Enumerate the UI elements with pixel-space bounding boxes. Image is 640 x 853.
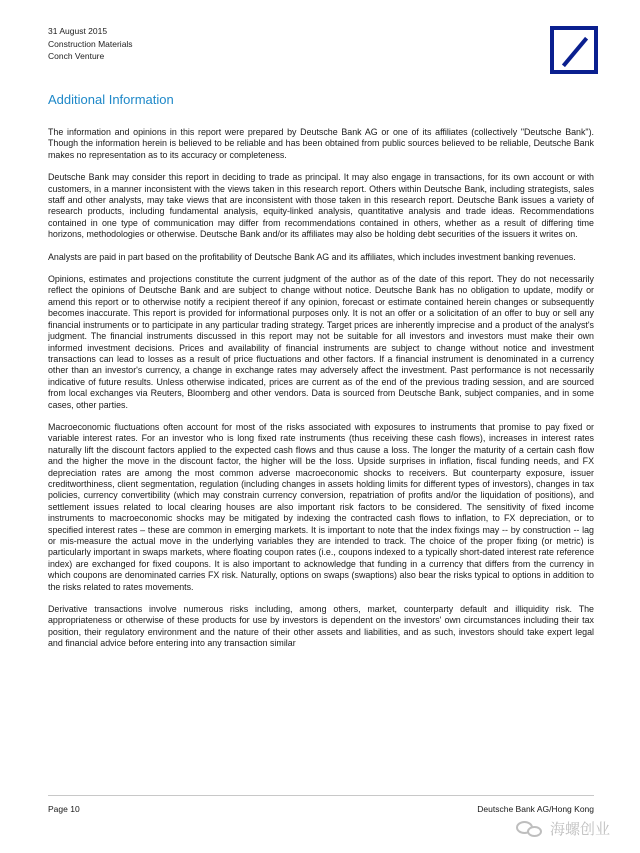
logo-slash-icon	[562, 37, 588, 67]
watermark	[516, 818, 610, 839]
paragraph: Deutsche Bank may consider this report in deciding to trade as principal. It may also engage in transactions, for its own account or with customers, in a manner inconsistent with the views taken in this research report. Others within Deutsche Bank, including strategists, sales staff and other analysts, may take views that are inconsistent with those taken in this research report. Deutsche Bank issues a variety of research products, including fundamental analysis, equity-linked analysis, quantitative analysis and trade ideas. Recommendations contained in one type of communication may differ from recommendations contained in others, whether as a result of differing time horizons, methodologies or otherwise. Deutsche Bank and/or its affiliates may also be holding debt securities of the issuers it writes on.	[48, 172, 594, 240]
watermark-text: 海螺创业	[549, 821, 610, 838]
deutsche-bank-logo	[550, 26, 598, 74]
paragraph: Opinions, estimates and projections constitute the current judgment of the author as of the date of this report. They do not necessarily reflect the opinions of Deutsche Bank and are subject to change without notice. Deutsche Bank has no obligation to update, modify or amend this report or to otherwise notify a recipient thereof if any opinion, forecast or estimate contained herein changes or subsequently becomes inaccurate. This report is provided for informational purposes only. It is not an offer or a solicitation of an offer to buy or sell any financial instruments or to participate in any particular trading strategy. Target prices are inherently imprecise and a product of the analyst's judgment. The financial instruments discussed in this report may not be suitable for all investors and investors must make their own informed investment decisions. Prices and availability of financial instruments are subject to change without notice and investment transactions can lead to losses as a result of price fluctuations and other factors. If a financial instrument is denominated in a currency other than an investor's currency, a change in exchange rates may adversely affect the investment. Past performance is not necessarily indicative of future results. Unless otherwise indicated, prices are current as of the end of the previous trading session, and are sourced from local exchanges via Reuters, Bloomberg and other vendors. Data is sourced from Deutsche Bank, subject companies, and in some cases, other parties.	[48, 274, 594, 410]
paragraph: Macroeconomic fluctuations often account for most of the risks associated with exposures to instruments that promise to pay fixed or variable interest rates. For an investor who is long fixed rate instruments (thus receiving these cash flows), increases in interest rates naturally lift the discount factors applied to the expected cash flows and thus cause a loss. The longer the maturity of a certain cash flow and the higher the move in the discount factor, the higher will be the loss. Upside surprises in inflation, fiscal funding needs, and FX depreciation rates are among the most common adverse macroeconomic shocks to receivers. But counterparty exposure, issuer creditworthiness, client segmentation, regulation (including changes in assets holding limits for different types of investors), changes in tax policies, currency convertibility (which may constrain currency conversion, repatriation of profits and/or the liquidation of positions), and settlement issues related to local clearing houses are also important risk factors to be considered. The sensitivity of fixed income instruments to macroeconomic shocks may be mitigated by indexing the contracted cash flows to inflation, to FX depreciation, or to specified interest rates – these are common in emerging markets. It is important to note that the index fixings may -- by construction -- lag or mis-measure the actual move in the underlying variables they are intended to track. The choice of the proper fixing (or metric) is particularly important in swaps markets, where floating coupon rates (i.e., coupons indexed to a typically short-dated interest rate reference index) are exchanged for fixed coupons. It is also important to acknowledge that funding in a currency that differs from the currency in which coupons are denominated carries FX risk. Naturally, options on swaps (swaptions) also bear the risks typical to options in addition to the risks related to rates movements.	[48, 421, 594, 592]
header-meta	[48, 25, 133, 63]
wechat-icon	[516, 819, 544, 839]
paragraph: Derivative transactions involve numerous risks including, among others, market, counterparty default and illiquidity risk. The appropriateness or otherwise of these products for use by investors is dependent on the investors' own circumstances including their tax position, their regulatory environment and the nature of their other assets and liabilities, and as such, investors should take expert legal and financial advice before entering into any transaction similar	[48, 604, 594, 649]
footer-divider	[48, 795, 594, 796]
report-company: Conch Venture	[48, 51, 105, 61]
paragraph: The information and opinions in this report were prepared by Deutsche Bank AG or one of its affiliates (collectively "Deutsche Bank"). Though the information herein is believed to be reliable and has been obtained from public sources believed to be reliable, Deutsche Bank makes no representation as to its accuracy or completeness.	[48, 127, 594, 160]
section-title: Additional Information	[48, 92, 174, 107]
report-date: 31 August 2015	[48, 26, 108, 36]
report-sector: Construction Materials	[48, 38, 133, 49]
paragraph: Analysts are paid in part based on the profitability of Deutsche Bank AG and its affiliates, which includes investment banking revenues.	[48, 251, 576, 262]
disclaimer-body	[48, 127, 594, 661]
page-number: Page 10	[48, 804, 80, 814]
publisher-name: Deutsche Bank AG/Hong Kong	[477, 804, 594, 814]
